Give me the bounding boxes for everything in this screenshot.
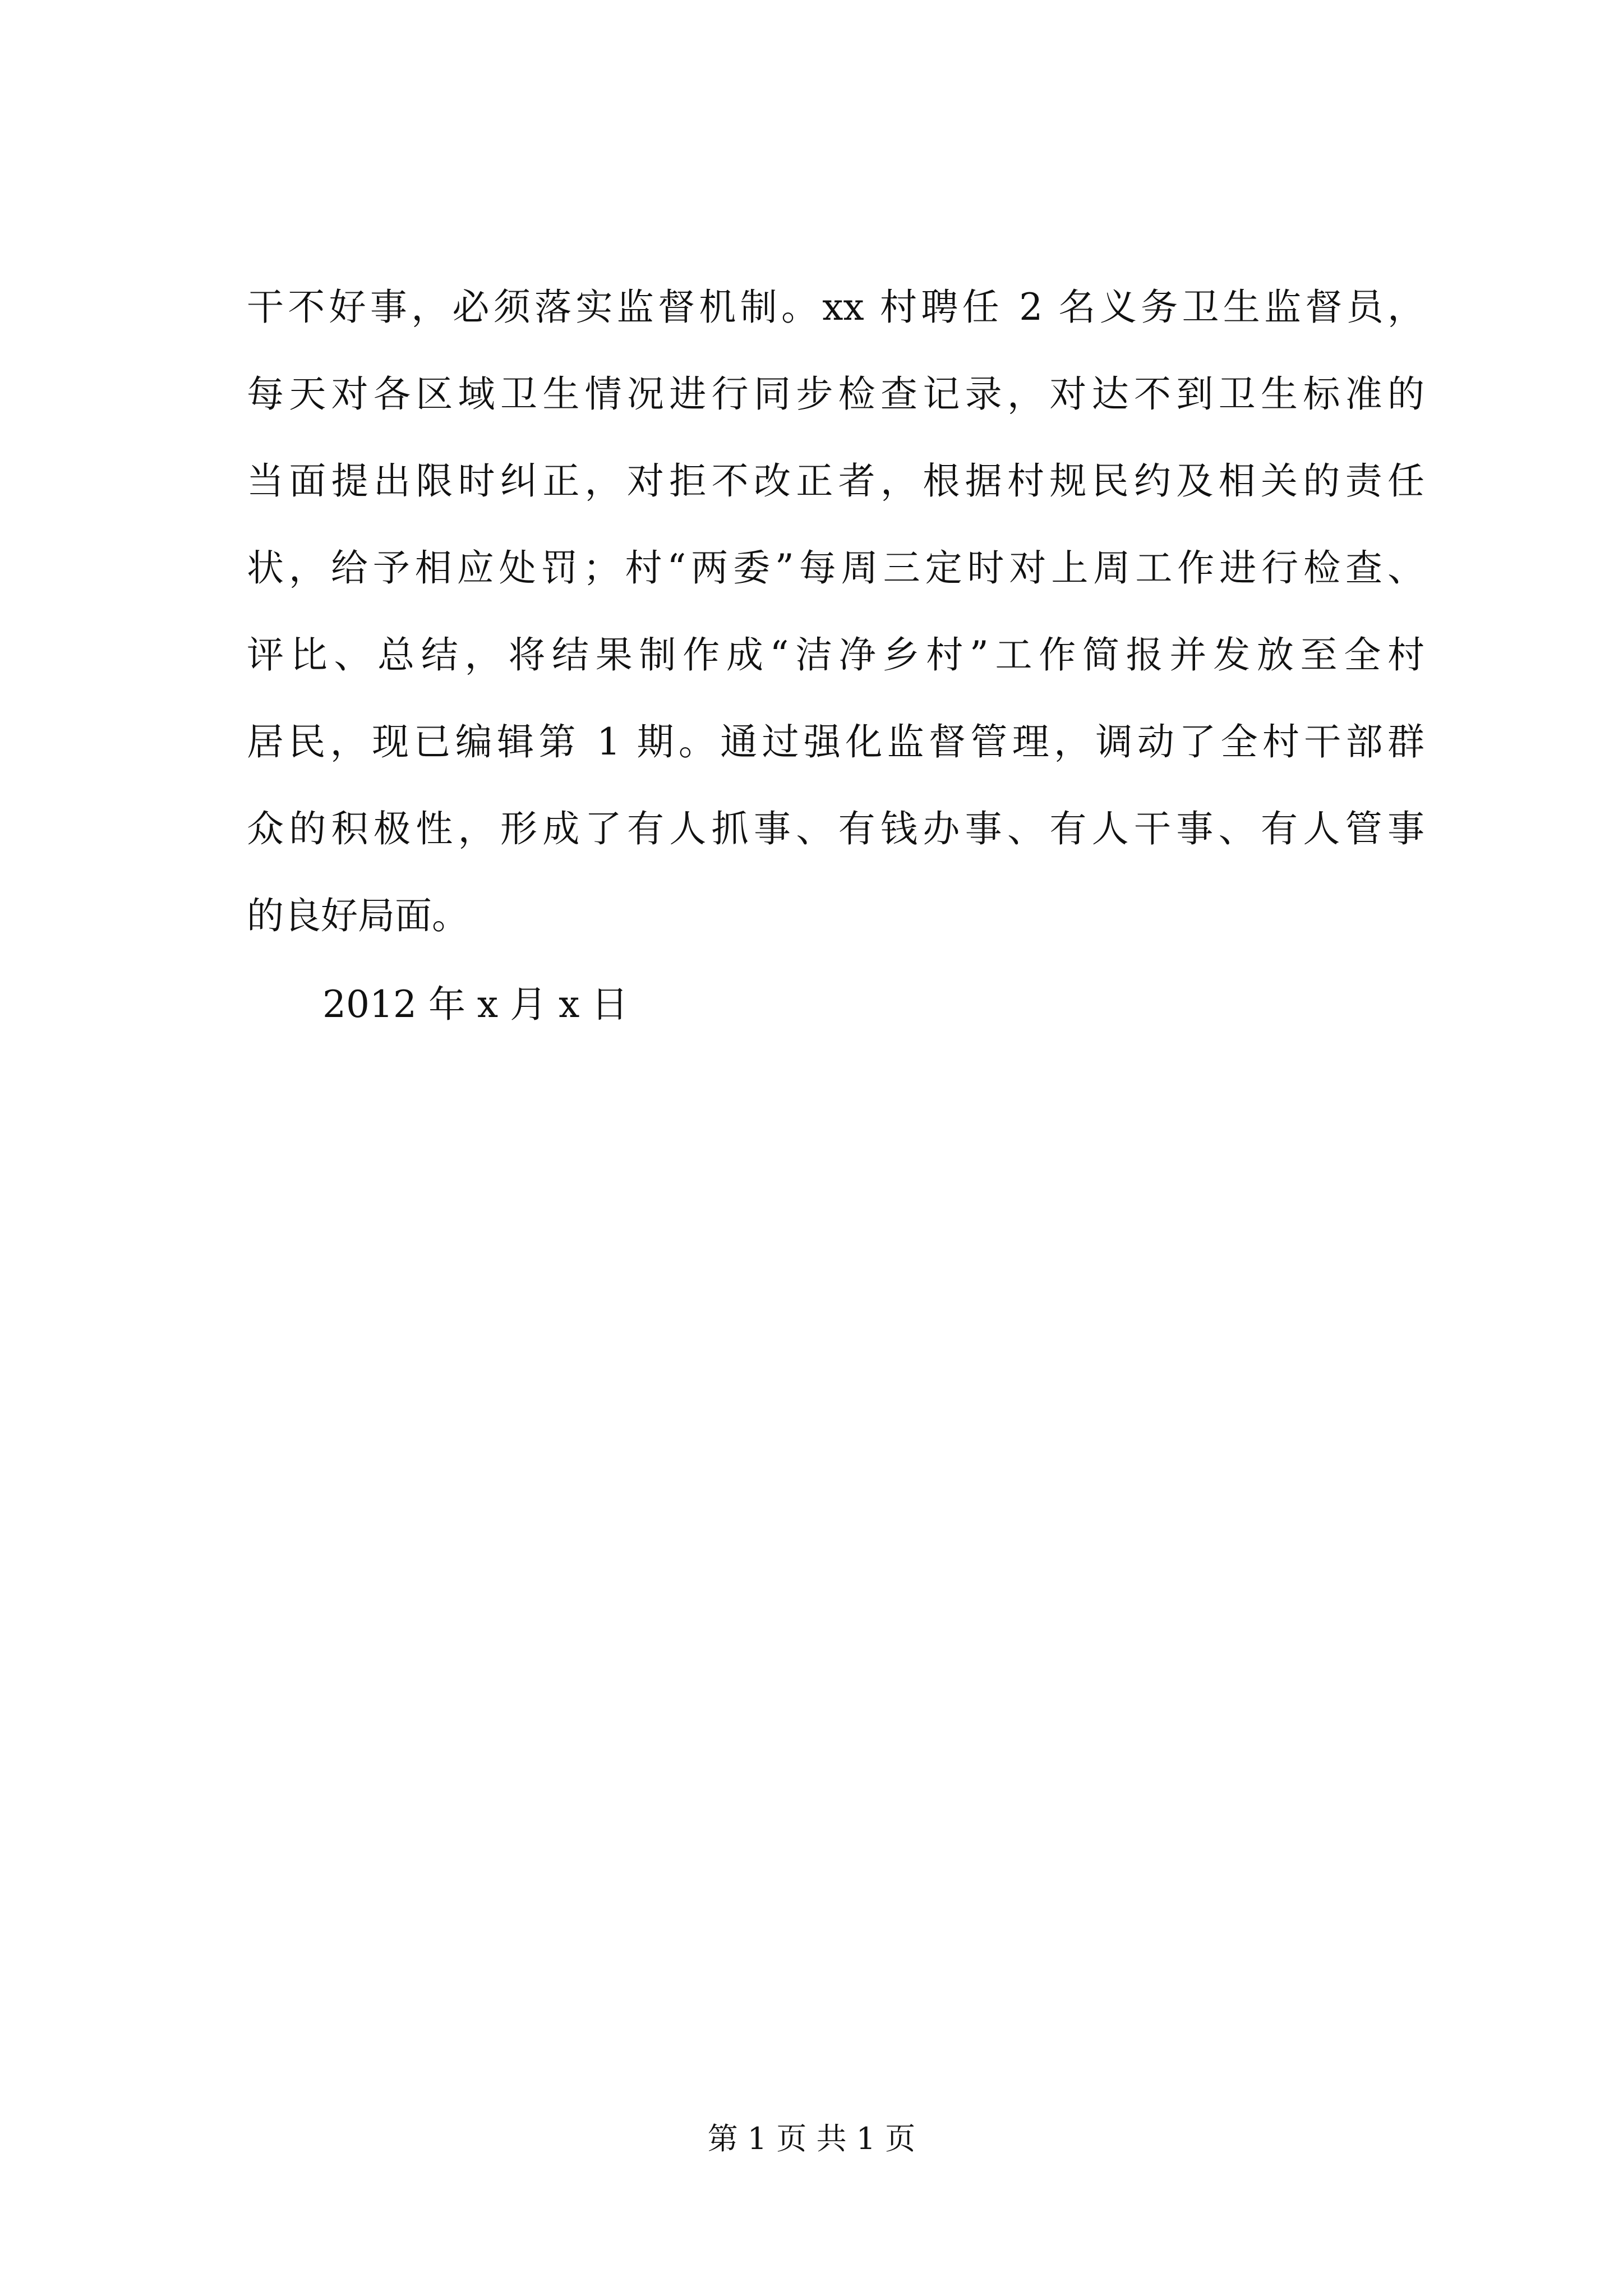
paragraph-line: 干不好事，必须落实监督机制。xx 村聘任 2 名义务卫生监督员， — [247, 286, 1424, 329]
paragraph-line: 的良好局面。 — [247, 894, 469, 937]
paragraph-line: 评比、总结，将结果制作成“洁净乡村”工作简报并发放至全村 — [247, 633, 1424, 677]
paragraph-line: 每天对各区域卫生情况进行同步检查记录，对达不到卫生标准的 — [247, 372, 1424, 416]
paragraph-line: 众的积极性，形成了有人抓事、有钱办事、有人干事、有人管事 — [247, 807, 1424, 850]
page-number-footer: 第 1 页 共 1 页 — [707, 2121, 916, 2156]
document-date: 2012 年 x 月 x 日 — [322, 983, 629, 1026]
paragraph-line: 居民，现已编辑第 1 期。通过强化监督管理，调动了全村干部群 — [247, 720, 1424, 763]
paragraph-line: 状，给予相应处罚；村“两委”每周三定时对上周工作进行检查、 — [247, 546, 1424, 590]
paragraph-line: 当面提出限时纠正，对拒不改正者，根据村规民约及相关的责任 — [247, 459, 1424, 503]
body-paragraph — [247, 264, 1424, 959]
